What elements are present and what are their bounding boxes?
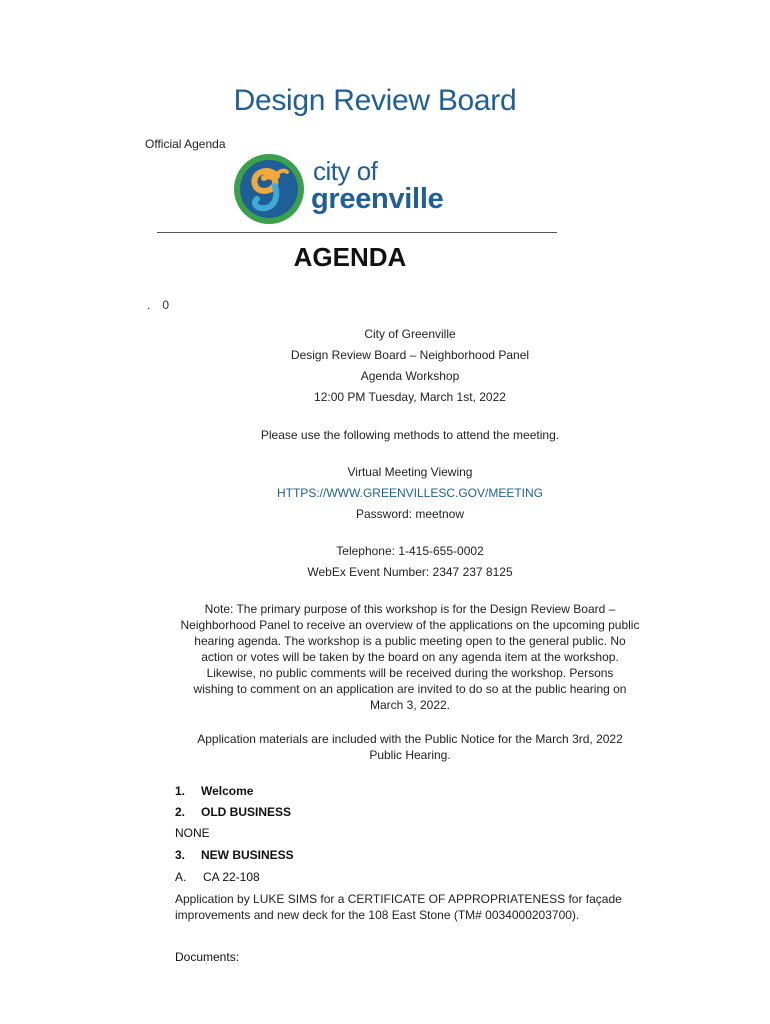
official-agenda-label: Official Agenda [145, 137, 226, 151]
virtual-label: Virtual Meeting Viewing [347, 465, 473, 479]
note-line: March 3, 2022. [369, 698, 451, 712]
old-business-content: NONE [175, 826, 210, 840]
note-line: Likewise, no public comments will be received during the workshop. Persons [206, 666, 614, 680]
meeting-password: Password: meetnow [355, 507, 465, 521]
agenda-item-old-business [175, 805, 291, 819]
item-number: 3. [175, 848, 186, 862]
agenda-item-welcome [175, 784, 253, 798]
item-label: Welcome [201, 784, 254, 798]
stray-dot: . [147, 298, 151, 312]
meeting-datetime: 12:00 PM Tuesday, March 1st, 2022 [314, 390, 506, 404]
note-line: wishing to comment on an application are invited to do so at the public hearing on [193, 682, 627, 696]
case-letter: A. [175, 870, 187, 884]
panel-name: Design Review Board – Neighborhood Panel [290, 348, 530, 362]
meeting-type: Agenda Workshop [360, 369, 460, 383]
telephone: Telephone: 1-415-655-0002 [336, 544, 484, 558]
materials-line: Application materials are included with the Public Notice for the March 3rd, 2022 [197, 732, 623, 746]
city-emblem-icon [233, 152, 305, 226]
materials-line: Public Hearing. [369, 748, 451, 762]
meeting-info [170, 326, 650, 405]
materials-note [170, 731, 650, 763]
meeting-link[interactable]: HTTPS://WWW.GREENVILLESC.GOV/MEETING [276, 486, 544, 500]
city-logo [233, 152, 493, 226]
case-line [175, 870, 260, 884]
attend-note: Please use the following methods to attend the meeting. [260, 428, 560, 442]
virtual-meeting [170, 464, 650, 522]
logo-text-greenville: greenville [311, 183, 444, 215]
workshop-note [170, 601, 650, 713]
case-number: CA 22-108 [203, 870, 260, 884]
description-line: Application by LUKE SIMS for a CERTIFICATE OF APPROPRIATENESS for façade [175, 892, 622, 906]
stray-text [147, 298, 169, 312]
divider [157, 232, 557, 233]
note-line: Neighborhood Panel to receive an overview of the applications on the upcoming public [180, 618, 640, 632]
page-title: Design Review Board [233, 84, 517, 117]
case-description [175, 891, 645, 923]
agenda-heading: AGENDA [293, 242, 407, 272]
org-name: City of Greenville [364, 327, 456, 341]
stray-zero: 0 [162, 298, 170, 312]
description-line: improvements and new deck for the 108 East Stone (TM# 0034000203700). [175, 908, 580, 922]
item-number: 2. [175, 805, 186, 819]
item-label: NEW BUSINESS [201, 848, 294, 862]
note-line: action or votes will be taken by the board on any agenda item at the workshop. [201, 650, 619, 664]
note-line: Note: The primary purpose of this workshop is for the Design Review Board – [204, 602, 616, 616]
note-line: hearing agenda. The workshop is a public meeting open to the general public. No [194, 634, 626, 648]
documents-label: Documents: [175, 950, 240, 964]
item-label: OLD BUSINESS [201, 805, 292, 819]
logo-text-city-of: city of [313, 156, 378, 186]
webex-number: WebEx Event Number: 2347 237 8125 [307, 565, 513, 579]
item-number: 1. [175, 784, 186, 798]
phone-info [170, 543, 650, 580]
agenda-item-new-business [175, 848, 294, 862]
